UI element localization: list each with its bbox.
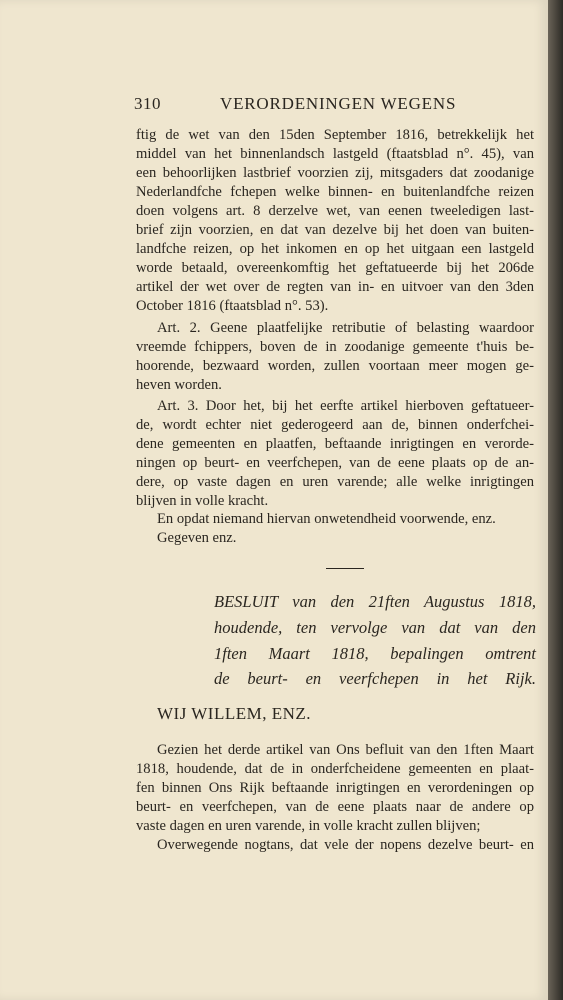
- text-line: middel van het binnenlandsch lastgeld (ftaatsblad n°. 45), van: [136, 146, 534, 162]
- text-line: dene gemeenten en plaatfen, beftaande inrigtingen en verorde-: [136, 436, 534, 452]
- text-line: vaste dagen en uren varende, in volle kracht zullen blijven;: [136, 818, 481, 834]
- text-line: beurt- en veerfchepen, van de eene plaats naar de andere op: [136, 799, 534, 815]
- page-number: 310: [134, 94, 161, 113]
- decree-title-line: BESLUIT van den 21ften Augustus 1818,: [214, 592, 536, 611]
- text-line: heven worden.: [136, 377, 222, 393]
- text-line: een behoorlijken lastbrief voorzien zij, mitsgaders dat zoodanige: [136, 165, 534, 181]
- text-line: En opdat niemand hiervan onwetendheid voorwende, enz.: [157, 511, 496, 527]
- text-line: doen volgens art. 8 derzelve wet, van eenen tweeledigen last-: [136, 203, 534, 219]
- text-line: 1818, houdende, dat de in onderfcheidene gemeenten en plaat-: [136, 761, 534, 777]
- text-line: Overwegende nogtans, dat vele der nopens dezelve beurt- en: [157, 837, 534, 853]
- text-line: Art. 2. Geene plaatfelijke retributie of belasting waardoor: [157, 320, 534, 336]
- salutation: WIJ WILLEM, ENZ.: [157, 704, 312, 723]
- section-divider: [326, 568, 364, 569]
- text-line: ftig de wet van den 15den September 1816, betrekkelijk het: [136, 127, 534, 143]
- text-line: ningen op beurt- en veerfchepen, van de eene plaats op de an-: [136, 455, 534, 471]
- text-line: Gezien het derde artikel van Ons befluit van den 1ften Maart: [157, 742, 534, 758]
- text-line: fen binnen Ons Rijk beftaande inrigtingen en verordeningen op: [136, 780, 534, 796]
- decree-title-line: houdende, ten vervolge van dat van den: [214, 618, 536, 637]
- text-line: dere, op vaste dagen en uren varende; alle welke inrigtingen: [136, 474, 534, 490]
- text-line: de, wordt echter niet gederogeerd aan de, binnen onderfchei-: [136, 417, 534, 433]
- text-line: Gegeven enz.: [157, 530, 237, 546]
- decree-title-line: de beurt- en veerfchepen in het Rijk.: [214, 669, 536, 688]
- text-line: Nederlandfche fchepen welke binnen- en buitenlandfche reizen: [136, 184, 534, 200]
- text-line: hoorende, bezwaard worden, zullen voortaan meer mogen ge-: [136, 358, 534, 374]
- text-line: Art. 3. Door het, bij het eerfte artikel hierboven geftatueer-: [157, 398, 534, 414]
- page-edge: [548, 0, 563, 1000]
- text-line: landfche reizen, op het inkomen en op het uitgaan een lastgeld: [136, 241, 534, 257]
- text-line: artikel der wet over de regten van in- en uitvoer van den 3den: [136, 279, 534, 295]
- text-line: brief zijn voorzien, en dat van dezelve bij het doen van buiten-: [136, 222, 534, 238]
- decree-title-line: 1ften Maart 1818, bepalingen omtrent: [214, 644, 536, 663]
- text-line: worde betaald, overeenkomftig het geftatueerde bij het 206de: [136, 260, 534, 276]
- text-line: blijven in volle kracht.: [136, 493, 269, 509]
- running-title: VERORDENINGEN WEGENS: [220, 94, 457, 113]
- text-line: October 1816 (ftaatsblad n°. 53).: [136, 298, 329, 314]
- text-line: vreemde fchippers, boven de in zoodanige gemeente t'huis be-: [136, 339, 534, 355]
